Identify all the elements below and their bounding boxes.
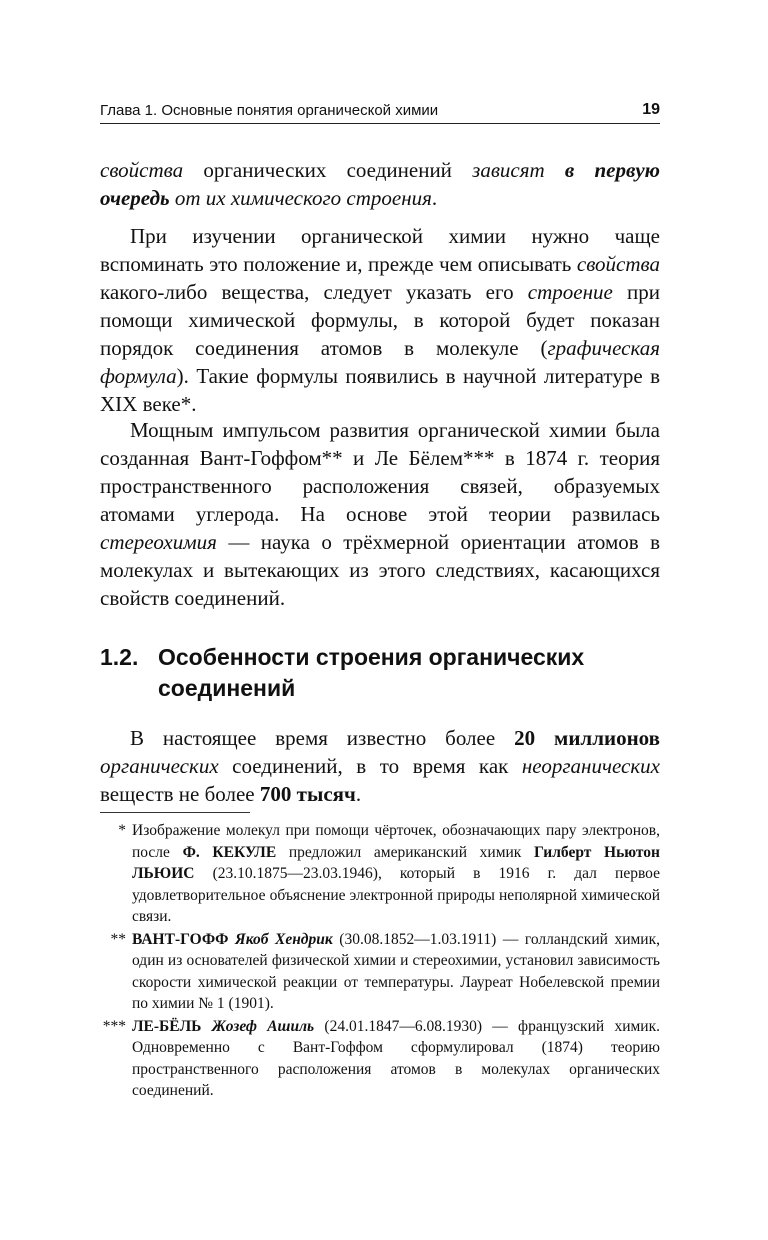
text-run: от их химического строения [169, 186, 432, 210]
text-run: веществ не более [100, 782, 260, 806]
text-run: предложил американский химик [276, 843, 534, 861]
text-run: соединений, в то время как [218, 754, 522, 778]
text-run: 700 тысяч [259, 782, 356, 806]
paragraph-2 [100, 222, 660, 418]
text-run: (23.10.1875—23.03.1946), который в 1916 г. дал первое удовлетворительное объяснение электронной природы неполярной химической связи. [132, 865, 660, 925]
text-run: органических соединений [183, 158, 473, 182]
footnote-text [132, 820, 660, 928]
text-run: при помощи химической формулы, в которой будет показан порядок соединения атомов в молекуле ( [100, 280, 660, 360]
footnote [100, 929, 660, 1015]
text-run: графическая формула [100, 336, 660, 388]
text-run: неорганических [521, 754, 660, 778]
text-run: свойства [100, 158, 184, 182]
chapter-title: Глава 1. Основные понятия органической химии [100, 102, 439, 119]
text-run: свойства [576, 252, 660, 276]
text-run: Якоб Хендрик [235, 930, 333, 948]
text-run: строение [527, 280, 613, 304]
footnotes [100, 820, 660, 1103]
footnote-text [132, 1016, 660, 1102]
text-run: Ф. КЕКУЛЕ [182, 843, 277, 861]
footnote-text [132, 929, 660, 1015]
text-run: . [431, 186, 438, 210]
footnote [100, 1016, 660, 1102]
text-run: Жозеф Ашиль [211, 1017, 315, 1035]
paragraph-3 [100, 416, 660, 612]
text-run: стереохимия [100, 530, 217, 554]
text-run: Мощным импульсом развития органической химии была созданная Вант-Гоффом** и Ле Бёлем*** в 1874 г. теория пространственного расположения связей, образуемых атомами углерода. На основе этой теории развилась [100, 418, 660, 526]
footnote-divider [100, 812, 250, 813]
text-run: Гилберт Ньютон ЛЬЮИС [132, 843, 660, 882]
text-run: ). Такие формулы появились в научной литературе в XIX веке*. [100, 364, 660, 416]
text-run: В настоящее время известно более [130, 726, 515, 750]
footnote-mark: *** [102, 1017, 126, 1035]
text-run: в первую очередь [100, 158, 661, 210]
footnote-mark: ** [110, 930, 126, 948]
text-run: зависят [472, 158, 565, 182]
page-number: 19 [642, 101, 660, 118]
running-header [100, 94, 660, 124]
text-run: какого-либо вещества, следует указать его [100, 280, 528, 304]
text-run: При изучении органической химии нужно чаще вспоминать это положение и, прежде чем описывать [100, 224, 660, 276]
text-run: (30.08.1852—1.03.1911) — голландский химик, один из основателей физической химии и стереохимии, установил зависимость скорости химической реакции от температуры. Лауреат Нобелевской премии по химии № 1 (1901). [132, 930, 661, 1012]
paragraph-4 [100, 724, 660, 808]
text-run: Изображение молекул при помощи чёрточек, обозначающих пару электронов, после [132, 822, 660, 861]
paragraph-1 [100, 156, 660, 212]
text-run: . [355, 782, 362, 806]
text-run: ВАНТ-ГОФФ [132, 930, 236, 948]
section-number: 1.2. [100, 644, 139, 670]
text-run: органических [100, 754, 219, 778]
text-run: — наука о трёхмерной ориентации атомов в молекулах и вытекающих из этого следствиях, касающихся свойств соединений. [100, 530, 660, 610]
text-run: ЛЕ-БЁЛЬ [132, 1017, 212, 1035]
section-title: Особенности строения органических соединений [158, 644, 585, 701]
footnote [100, 820, 660, 928]
section-heading [100, 642, 660, 704]
text-run: (24.01.1847—6.08.1930) — французский химик. Одновременно с Вант-Гоффом сформулировал (1874) теорию пространственного расположения атомов в молекулах органических соединений. [132, 1017, 661, 1099]
text-run: 20 миллионов [514, 726, 660, 750]
footnote-mark: * [118, 822, 126, 839]
